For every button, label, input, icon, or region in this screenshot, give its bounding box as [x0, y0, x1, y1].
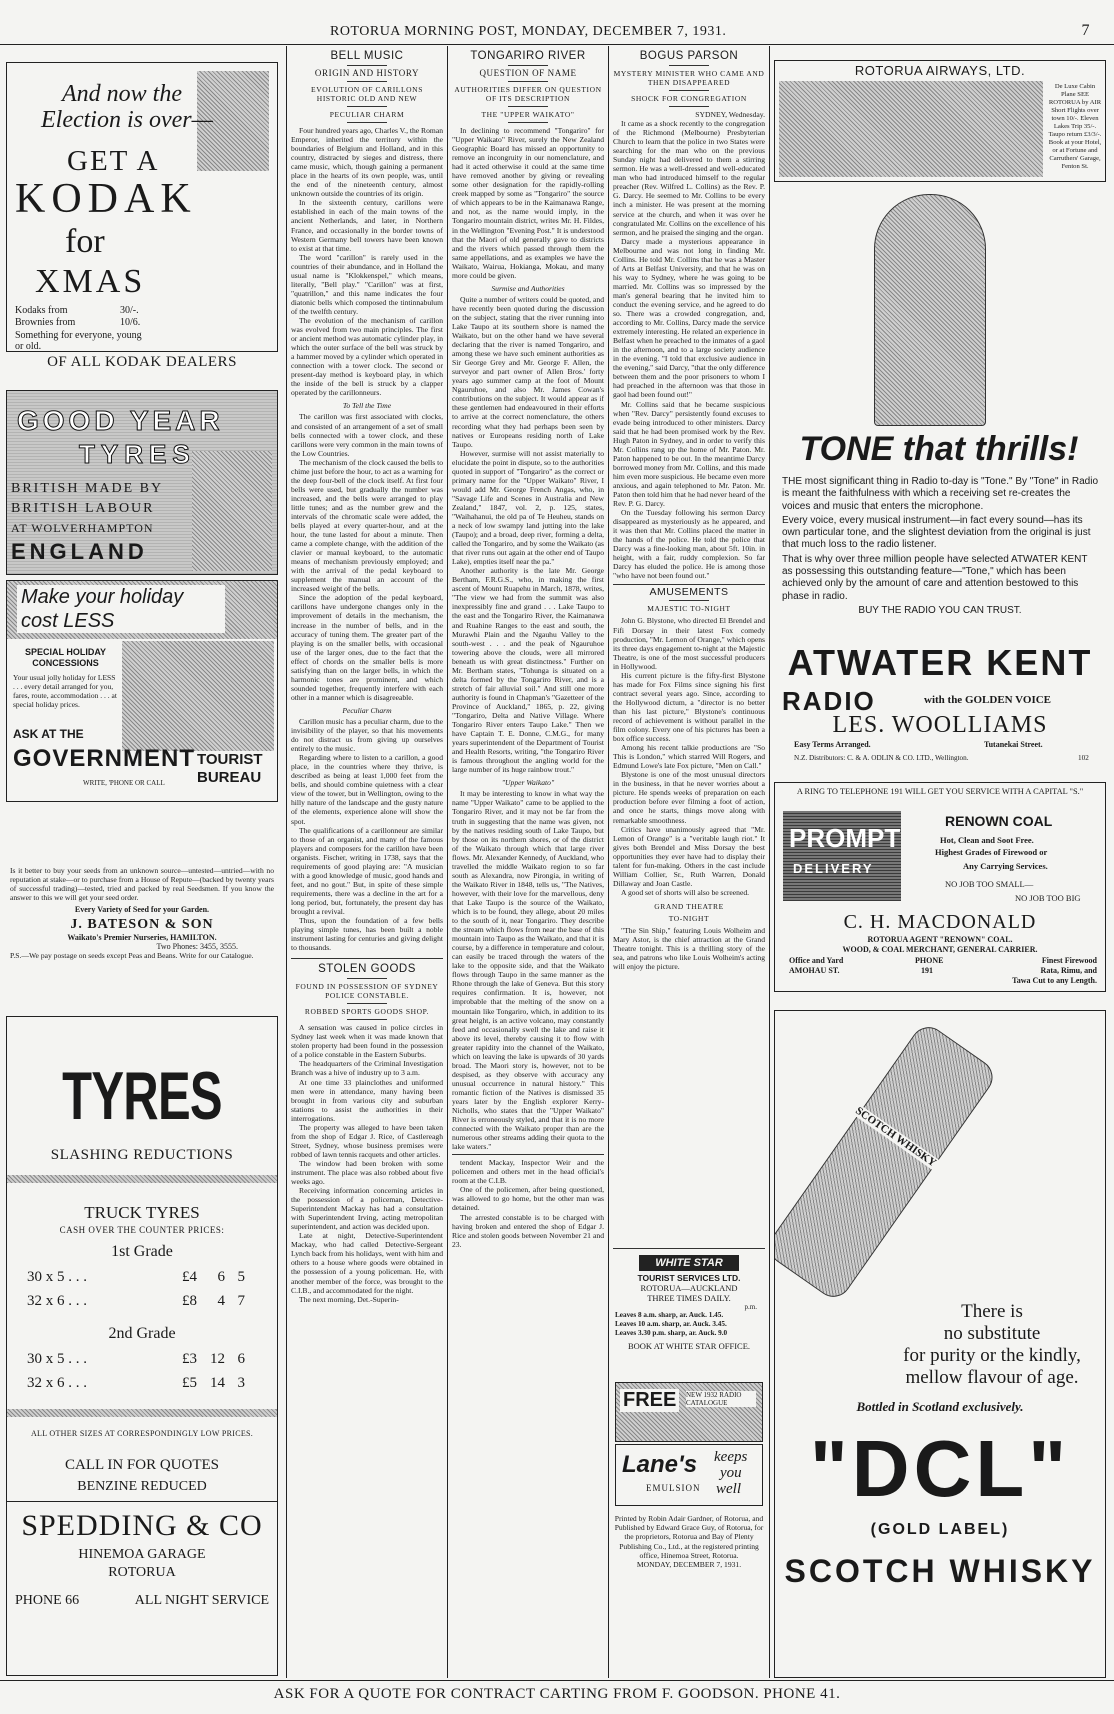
- dcl-l2: no substitute: [943, 1323, 1041, 1344]
- grade1-row: [27, 1289, 247, 1313]
- kodak-price1: [15, 305, 139, 316]
- dcl-l4: mellow flavour of age.: [905, 1367, 1079, 1388]
- white-star-daily: THREE TIMES DAILY.: [647, 1293, 731, 1303]
- article-rule: [613, 584, 765, 585]
- parson-headline: BOGUS PARSON: [639, 50, 739, 62]
- bateson-name: J. BATESON & SON: [70, 917, 214, 932]
- stolen-body: [291, 1023, 443, 1303]
- tyres-quotes: CALL IN FOR QUOTES: [64, 1457, 220, 1473]
- whisky-bottle: [774, 1020, 1000, 1304]
- tyres-divider: [7, 1175, 277, 1183]
- tyres-other: ALL OTHER SIZES AT CORRESPONDINGLY LOW PRICES.: [30, 1429, 254, 1438]
- hr: [508, 106, 548, 107]
- grade1-s: 6: [217, 1269, 225, 1285]
- bateson-tagline: Every Variety of Seed for your Garden.: [74, 905, 210, 914]
- tongariro-subhead2: "Upper Waikato": [501, 778, 555, 788]
- goodyear-line2: BRITISH LABOUR: [11, 501, 155, 516]
- column-divider: [769, 46, 770, 1678]
- grade1-row: [27, 1265, 247, 1289]
- coal-office: Office and Yard: [789, 956, 844, 965]
- tyres-cash: CASH OVER THE COUNTER PRICES:: [59, 1225, 225, 1235]
- hr: [669, 90, 709, 91]
- kodak-tagline: Something for everyone, young or old.: [15, 330, 142, 352]
- tongariro-body: [452, 126, 604, 1249]
- stolen-p3: At one time 33 plainclothes and uniformed men were in attendance, many having been brought in from various city and suburban stations to assist the authorities in their interrogations.: [291, 1077, 443, 1123]
- parson-body: [613, 110, 765, 971]
- masthead-title: ROTORUA MORNING POST, MONDAY, DECEMBER 7, 1931.: [330, 24, 727, 39]
- grade2-price: £3: [182, 1351, 197, 1367]
- tourist-bureau: BUREAU: [197, 769, 262, 786]
- stolen-p4: The property was alleged to have been taken from the shop of Edgar J. Rice, of Castlereagh Street, Sydney, whose business premises were robbed of lawn tennis racquets and other articles.: [291, 1122, 443, 1159]
- tourist-bureau-ad: [6, 580, 278, 802]
- parson-p8: Blystone is one of the most unusual directors in the business, in that he never worries about a picture. He spends weeks of preparation on each production before ever filming a foot of action, and once he starts, things move along with remarkable smoothness.: [613, 770, 765, 825]
- tourist-illustration: [122, 641, 274, 751]
- coal-agent: ROTORUA AGENT "RENOWN" COAL.: [867, 935, 1013, 944]
- hr: [347, 81, 387, 82]
- renown-coal-ad: [774, 782, 1106, 992]
- atwater-buy: BUY THE RADIO YOU CAN TRUST.: [858, 604, 1022, 616]
- white-star-ad: [613, 1248, 765, 1381]
- hr: [347, 978, 387, 979]
- bell-p9: Regarding where to listen to a carillon, a good place, in the countries where they thrive, is described as being at least 1,000 feet from the bells, and should combine quietness with a clear view of the tower, but in Wellington, owing to the hilly nature of the landscape and the gusty nature of the elements, experience alone will show the spot.: [291, 753, 443, 826]
- bell-subhead2: Peculiar Charm: [342, 705, 392, 715]
- footer: ASK FOR A QUOTE FOR CONTRACT CARTING FROM F. GOODSON. PHONE 41.: [273, 1686, 841, 1702]
- stolen-headline: STOLEN GOODS: [318, 963, 416, 976]
- lanes-brand: Lane's: [622, 1451, 698, 1478]
- hr: [669, 600, 709, 601]
- dcl-l3: for purity or the kindly,: [903, 1345, 1081, 1366]
- dcl-bottled: Bottled in Scotland exclusively.: [856, 1399, 1024, 1414]
- grade1-price: £8: [182, 1293, 197, 1309]
- column-divider: [608, 46, 609, 1678]
- hr: [347, 122, 387, 123]
- kodak-line6: XMAS: [35, 263, 146, 300]
- lanes-product: EMULSION: [646, 1483, 701, 1493]
- grade2-size: 32 x 6 . . .: [27, 1375, 87, 1391]
- coal-amohau: AMOHAU ST.: [789, 966, 840, 975]
- tongariro-headline: TONGARIRO RIVER: [470, 50, 586, 62]
- bell-p11: Thus, upon the foundation of a few bells playing simple tunes, has been built a noble instrument lasting for centuries and giving delight to thousands.: [291, 916, 443, 953]
- airways-photo: [779, 81, 1043, 177]
- tyres-divider-2: [7, 1409, 277, 1417]
- tyres-rule: [7, 1501, 277, 1502]
- goodyear-product: TYRES: [79, 439, 196, 469]
- dcl-text: [885, 1301, 1099, 1389]
- dcl-whisky-ad: [774, 1010, 1106, 1678]
- bell-sub3: PECULIAR CHARM: [329, 110, 405, 119]
- stolen-p8: The next morning, Det.-Superin-: [299, 1294, 399, 1304]
- atwater-street: Tutanekai Street.: [984, 740, 1043, 749]
- stolen-p7: Late at night, Detective-Superintendent Mackay, who had called Detective-Sergeant Lynch back from his holidays, went with him and others to a house where goods were obtained in the possession of a young policeman. He, with another member of the force, was brought to the C.I.B., and accommodated for the night.: [291, 1231, 443, 1295]
- white-star-book: BOOK AT WHITE STAR OFFICE.: [627, 1341, 751, 1351]
- kodak-price1-value: 30/-.: [120, 305, 139, 316]
- coal-phone-num: 191: [921, 966, 933, 975]
- grade1-d: 7: [237, 1293, 245, 1309]
- bell-p4: The evolution of the mechanism of carillon was evolved from two main principles. The first or ancient method was automatic cylinder play, in which the outer surface of the bell was struck by a hammer moved by a cylinder which operated in connection with a tower clock. The second or present-day method is keyboard play, in which the inside of the bell is struck by a clapper operated by the carillonneurs.: [291, 315, 443, 398]
- tongariro-sub1: QUESTION OF NAME: [479, 68, 577, 78]
- bell-p10: The qualifications of a carillonneur are similar to those of an organist, and many of the famous players and composers for the carillon have been organists. Fischer, writing in 1738, says that the requirements of good playing are: "A musician with a good knowledge of music, good hands and feet, and no gout." But, in spite of these simple requirements, there was a decline in the art for a long period, but, fortunately, the present day has brought a revival.: [291, 825, 443, 916]
- bateson-phones: Two Phones: 3455, 3555.: [156, 942, 238, 951]
- lanes-emulsion-ad: [615, 1444, 763, 1506]
- kodak-price2-label: Brownies from: [15, 317, 76, 328]
- parson-sub2: SHOCK FOR CONGREGATION: [631, 94, 747, 103]
- tyres-truck: TRUCK TYRES: [84, 1203, 200, 1222]
- tourist-write: WRITE, 'PHONE OR CALL: [83, 779, 165, 787]
- rotorua-airways-ad: [774, 60, 1106, 182]
- parson-p6: His current picture is the fifty-first Blystone has made for Fox Films since signing his first contract several years ago. Since, according to the Hollywood dictum, a "director is no better than his last picture," Blystone's continuous record of achievement is without parallel in the film colony. Every one of his pictures has been a box office success.: [613, 670, 765, 744]
- bell-sub1: ORIGIN AND HISTORY: [314, 68, 420, 78]
- coal-big: NO JOB TOO BIG: [1015, 893, 1081, 903]
- goodyear-ad: [6, 390, 278, 575]
- hr: [347, 1003, 387, 1004]
- kodak-line3: GET A: [67, 145, 160, 177]
- white-star-services: TOURIST SERVICES LTD.: [637, 1273, 741, 1283]
- tyres-company: SPEDDING & CO: [21, 1509, 263, 1542]
- tongariro-p2: Quite a number of writers could be quoted, and have recently been quoted during the discussion on the subject, stating that the river running into Lake Taupo at its southern shore is named the Waikato, but on the other hand we have several declaring that the river is named Tongariro, and among these we have such eminent authorities as Sir George Grey and Mr. George F. Allen, the surveyor and part owner of Allen Bros.' forty years ago summer camp at the foot of Mount Ngauruhoe, and also Mr. James Cowan's contributions on the subject. It would appear as if these gentlemen had endeavoured in their efforts to arrive at the correct nomenclature, the others recording what they had perhaps been seen by natives or Europeans residing north of Lake Taupo.: [452, 294, 604, 449]
- imprint-date: MONDAY, DECEMBER 7, 1931.: [636, 1560, 742, 1570]
- parson-p7: Among his recent talkie productions are "So This is London," which starred Will Rogers, and Edmund Lowe's late Fox picture, "Men on Call.": [613, 743, 765, 771]
- grade2-price: £5: [182, 1375, 197, 1391]
- atwater-p1: THE most significant thing in Radio to-day is "Tone." By "Tone" in Radio is meant the faithfulness with which a receiving set re-creates the voices and music that enters the microphone.: [782, 476, 1099, 512]
- hr: [347, 1019, 387, 1020]
- grand-head-2: TO-NIGHT: [668, 913, 710, 923]
- grade2-s: 12: [210, 1351, 225, 1367]
- tourist-tourist: TOURIST: [197, 751, 263, 768]
- free-text: NEW 1932 RADIO CATALOGUE: [686, 1391, 756, 1407]
- free-label: FREE: [620, 1389, 679, 1412]
- tourist-title: SPECIAL HOLIDAY CONCESSIONS: [24, 647, 107, 668]
- tourist-govt: GOVERNMENT: [13, 745, 196, 772]
- grade2-d: 3: [237, 1375, 245, 1391]
- tyres-service: ALL NIGHT SERVICE: [134, 1593, 269, 1608]
- kodak-line1: And now the: [62, 81, 182, 107]
- kodak-brand: KODAK: [15, 176, 197, 222]
- bateson-ad: [6, 864, 278, 994]
- parson-dateline: SYDNEY, Wednesday.: [695, 110, 765, 119]
- atwater-radio: RADIO: [782, 686, 876, 716]
- coal-phone: PHONE: [915, 956, 944, 965]
- bell-subhead1: To Tell the Time: [342, 401, 392, 411]
- white-star-l3: Leaves 3.30 p.m. sharp, ar. Auck. 9.0: [615, 1329, 728, 1337]
- grade1-s: 4: [217, 1293, 225, 1309]
- tourist-text: Your usual jolly holiday for LESS . . . every detail arranged for you, fares, route, accommodation . . . at special holiday prices.: [13, 673, 117, 709]
- atwater-kent-ad: [774, 186, 1106, 768]
- tongariro-sub2: AUTHORITIES DIFFER ON QUESTION OF ITS DESCRIPTION: [454, 85, 602, 103]
- bell-p8: Carillon music has a peculiar charm, due to the invisibility of the player, so that his movements do not distract us from giving up ourselves entirely to the music.: [291, 717, 443, 754]
- bottle-label: SCOTCH WHISKY: [851, 1103, 941, 1171]
- atwater-body: [782, 476, 1098, 617]
- grade1-d: 5: [237, 1269, 245, 1285]
- parson-p3: Mr. Collins said that he became suspicious when "Rev. Darcy" persistently found excuses to evade being introduced to other ministers. Darcy said that he had been promised work by the Rev. Hugh Paton in Sydney, and in order to verify this Mr. Collins rang up the home of Mr. Paton. Mr. Paton happened to be out. In the meantime Darcy borrowed money from Mr. Collins, and this made him even more suspicious. He became even more anxious, and again telephoned to Mr. Paton. Mr. Paton then told him that he had never heard of the Rev. P. G. Darcy.: [613, 399, 765, 509]
- dcl-brand: "DCL": [809, 1424, 1071, 1513]
- atwater-code: 102: [1078, 754, 1089, 762]
- grade2-row: [27, 1371, 247, 1395]
- tongariro-p4: Another authority is the late Mr. George Bertham, F.R.G.S., who, in making the first ascent of Mount Ruapehu in March, 1878, writes, "The view we had from the summit was also inexpressibly fine and grand . . . Lake Taupo to the east and the Tongariro River, the Kaimanawa and Ruahine Ranges to the east and south, the Murawhi Plain and the Ngauhu Valley to the south-west . . . and the peak of Ngauruhoe towering above the clouds, were all mirrored beneath us with great distinctness." Further on Mr. Bertham states, "Tohunga is situated on a delta formed by the Tongariro River, and is a stretch of fair alluvial soil." And still one more authority is found in Chapman's "Gazetteer of the Province of Auckland," 1865, p. 22, giving "Tongariro, Delta and Native Village. Where Tongariro River enters Taupo Lake." Then we have Captain T. E. Donne, C.M.G., for many years superintendent of the Department of Tourist and Health Resorts, writing, "the Tongariro River is famous throughout the angling world for the large number of its huge rainbow trout.": [452, 566, 604, 775]
- tyre-illustration: [192, 451, 272, 571]
- coal-hot: Hot, Clean and Soot Free.: [940, 835, 1034, 845]
- footer-rule: [0, 1680, 1114, 1681]
- tyres-big: TYRES: [62, 1058, 222, 1134]
- coal-highest: Highest Grades of Firewood or: [935, 847, 1048, 857]
- coal-ring: A RING TO TELEPHONE 191 WILL GET YOU SERVICE WITH A CAPITAL "S.": [796, 787, 1084, 796]
- airways-text: De Luxe Cabin Plane SEE ROTORUA by AIR Short Flights over town 10/-. Eleven Lakes Trip 35/-. Taupo return £3/3/-. Book at your Hotel, or at Fortune and Carruthers' Garage, Fenton St.: [1048, 83, 1102, 170]
- atwater-dist: N.Z. Distributors: C. & A. ODLIN & CO. LTD., Wellington.: [794, 754, 969, 762]
- dcl-scotch: SCOTCH WHISKY: [784, 1553, 1096, 1589]
- tongariro-p5: It may be interesting to know in what way the name "Upper Waikato" came to be applied to the Tongariro River, and it may not be far from the truth in suggesting that the name was given, not by the natives residing south of Lake Taupo, but by those on its northern shores, or of the district of the Waikato through which that large river flows. Mr. Alexander Kennedy, of Auckland, who travelled the middle Waikato region to so far south as Alexandra, now Pirongia, in writing of the Waikato River in 1848, tells us, "The Natives, however, with their love for the marvellous, deny that Lake Taupo is the source of the Waikato, which is to be found, they allege, about 20 miles to the south of it, near Tongariro. They describe the stream which flows from near the base of this mountain into Taupo as the Waikato, and that it is course, by a difference in temperature and colour, can easily be traced through the waters of the lake to the opposite side, and that the Waikato flows through Taupo in the same manner as the Rhone through the lake of Geneva. But this story requires confirmation. It is, however, not improbable that the melting of the snow on a mountain like Tongariro, which, in addition to its great height, is an active volcano, may constantly feed and occasionally swell the lake and raise it above its level, thereby causing it to flow with greater rapidity into the channel of the Waikato, which on leaving the lake is upwards of 30 yards broad. The Maori story is, however, not to be despised, as they observe with accuracy any unusual occurrence in natural history." This romantic fiction of the Natives is dismissed 35 years later by the English explorer Kerry-Nicholls, who states that the "Upper Waikato" River is erroneously styled, and that it is no more connected with the Waikato proper than are the numerous other streams adding their quota to the lake waters.": [452, 789, 604, 1152]
- coal-firewood: Finest Firewood: [1041, 956, 1097, 965]
- grade2-d: 6: [237, 1351, 245, 1367]
- article-rule: [452, 1154, 604, 1155]
- hr: [669, 106, 709, 107]
- parson-p1: It came as a shock recently to the congregation of the Richmond (Melbourne) Presbyterian Church to learn that the police in two States were searching for the man who on the previous Sunday night had delivered to them a stirring sermon. He was a well-dressed and well-educated man who had introduced himself to the regular preacher (Rev. Wilfred L. Collins) as the Rev. P. G. Darcy. He seemed to Mr. Collins to be every inch a minister. He was present at the morning service at the church, and when it was over he congratulated Mr. Collins on the excellence of his sermon, and he praised the singing and the organ.: [613, 119, 765, 237]
- white-star-brand: WHITE STAR: [639, 1255, 739, 1271]
- bogus-parson-article: [613, 48, 765, 1678]
- spedding-tyres-ad: [6, 1016, 278, 1676]
- stolen-p2: The headquarters of the Criminal Investigation Branch was a hive of industry up to 3 a.m.: [291, 1059, 443, 1078]
- tongariro-sub3: THE "UPPER WAIKATO": [481, 110, 575, 119]
- coal-prompt: PROMPT: [789, 823, 901, 853]
- tongariro-article: [452, 48, 604, 1678]
- coal-merchant: WOOD, & COAL MERCHANT, GENERAL CARRIER.: [842, 945, 1038, 954]
- tyres-grade1: 1st Grade: [111, 1243, 173, 1260]
- atwater-terms: Easy Terms Arranged.: [794, 740, 871, 749]
- goodyear-brand: GOOD YEAR: [17, 405, 224, 436]
- parson-p2: Darcy made a mysterious appearance in Melbourne and was not long in finding Mr. Collins. He told Mr. Collins that he was a Master of Arts at Belfast University, and that he was on his way to Sydney, where he was going to be married. Mr. Collins was so impressed by the man's general bearing that he invited him to conduct the evening service, and he agreed to do so. There was a crowded congregation, and, according to Mr. Collins, Darcy made the service extremely interesting. He related an experience in Belfast when he preached to the inmates of a gaol in the afternoon, and to a large society audience in the evening. "I told that exclusive audience in the evening," said Darcy, "that the only difference between them and the poor prisoners to whom I had preached in the afternoon was that those in gaol had been found out!": [613, 236, 765, 400]
- grade2-size: 30 x 5 . . .: [27, 1351, 87, 1367]
- coal-name: C. H. MACDONALD: [843, 911, 1037, 933]
- column-divider: [286, 46, 287, 1678]
- bateson-text: Is it better to buy your seeds from an unknown source—untested—untried—with no reputation at stake—or to purchase from a House of Repute—(backed by twenty years of successful trading)—tested, tried and packed by real Seedsmen. If you know the answer to this we will get your seed order.: [10, 866, 274, 902]
- tourist-headline: Make your holiday cost LESS: [17, 585, 225, 633]
- imprint: [613, 1514, 765, 1569]
- coal-small: NO JOB TOO SMALL—: [945, 879, 1034, 889]
- goodyear-line1: BRITISH MADE BY: [11, 481, 164, 496]
- dcl-l1: There is: [961, 1301, 1023, 1322]
- tyres-grade2-table: [27, 1347, 247, 1395]
- hr: [347, 106, 387, 107]
- bell-body: [291, 126, 443, 952]
- bell-p6: The mechanism of the clock caused the bells to chime just before the hour, to act as a warning for the deep four-bell of the clock itself. At first four bells were used, but gradually the number was increased, and the bells were arranged to play little tunes; and as the number grew and the intervals of the chromatic scale were added, the bells played at every quarter-hour, and at the hour, the tune lasted for about a minute. Then came a complete change, with the addition of the clavier or manual keyboard, to the automatic means of mechanism previously employed; and with the arrival of the pedal keyboard to supplement the manual an account of the increased weight of the bells.: [291, 457, 443, 594]
- bell-p7: Since the adoption of the pedal keyboard, carillons have undergone changes only in the improvement of details in the mechanism, the increase in the number of bells, and in the accuracy of tuning them. The greater part of the playing is on the smaller bells, with occasional use of the larger ones, due to the fact that the effect of chords on the smaller bells is more satisfying than on the larger bells, in which the harmonic tones are prominent, and which sounded together, frequently interfere with each other in a manner which is disagreeable.: [291, 593, 443, 702]
- stolen-p5: The window had been broken with some instrument. The place was also robbed about five weeks ago.: [291, 1158, 443, 1187]
- tongariro-p7: One of the policemen, after being questioned, was allowed to go home, but the other man was detained.: [452, 1185, 604, 1213]
- coal-carrying: Any Carrying Services.: [963, 861, 1048, 871]
- bell-p5: The carillon was first associated with clocks, and consisted of an arrangement of a set of small bells connected with a tower clock, and these carillons were very common in the main towns of the Low Countries.: [291, 412, 443, 458]
- kodak-price2: [15, 317, 165, 328]
- atwater-brand: ATWATER KENT: [787, 642, 1093, 683]
- tyres-benzine: BENZINE REDUCED: [77, 1479, 207, 1494]
- coal-delivery: DELIVERY: [793, 861, 874, 876]
- coal-rata: Rata, Rimu, and: [1040, 966, 1097, 975]
- hr: [669, 65, 709, 66]
- grade1-size: 30 x 5 . . .: [27, 1269, 87, 1285]
- bateson-sub: Waikato's Premier Nurseries, HAMILTON.: [67, 933, 217, 942]
- airways-title: ROTORUA AIRWAYS, LTD.: [854, 63, 1026, 78]
- parson-p10: A good set of shorts will also be screened.: [621, 887, 750, 897]
- stolen-p6: Receiving information concerning articles in the possession of a policeman, Detective-Superintendent Mackay has had a consultation with Superintendent Irving, acting metropolitan superintendent, and action was decided upon.: [291, 1186, 443, 1232]
- parson-p5: John G. Blystone, who directed El Brendel and Fifi Dorsay in their latest Fox comedy production, "Mr. Lemon of Orange," which opens its three days engagement to-night at the Majestic Theatre, is one of the most successful producers in Hollywood.: [613, 616, 765, 671]
- tongariro-p3: However, surmise will not assist materially to elucidate the point in dispute, so to the authorities quoted in support of "Tongariro" as the correct or primary name for the "Upper Waikato" River, I would add Mr. George French Angas, who, in "Savage Life and Scenes in Australia and New Zealand," 1847, vol. 2, p. 125, states, "Waihahanui, the old pa of Te Heuheu, stands on a neck of low swampy land jutting into the lake (Taupo); and a broad, deep river, forming a delta, called the Tongariro, and by some the Waikato (as that river runs out again at the other end of Taupo Lake), empties itself near the pa.": [452, 448, 604, 567]
- kodak-price2-value: 10/6.: [120, 317, 141, 328]
- imprint-text: Printed by Robin Adair Gardner, of Rotorua, and Published by Edward Grace Guy, of Rotorua, for the proprietors, Rotorua and Bay of Plenty Publishing Co., Ltd., at the registered printing office, Hinemoa Street, Rotorua.: [614, 1514, 764, 1560]
- bell-music-article: [291, 48, 443, 1678]
- parson-p11: "The Sin Ship," featuring Louis Wolheim and Mary Astor, is the chief attraction at the Grand Theatre tonight. This is a thrilling story of the sea, and patrons who like Louis Wolheim's acting will enjoy the picture.: [613, 925, 765, 972]
- bell-headline: BELL MUSIC: [330, 50, 404, 62]
- lanes-tag3: well: [716, 1481, 741, 1497]
- lanes-tag2: you: [720, 1465, 742, 1481]
- article-rule: [291, 958, 443, 959]
- kodak-line2: Election is over—: [41, 107, 213, 133]
- tyres-phone: PHONE 66: [15, 1593, 80, 1608]
- page-number: 7: [1081, 22, 1090, 39]
- grade2-row: [27, 1347, 247, 1371]
- masthead: [0, 22, 1114, 42]
- kodak-footer: OF ALL KODAK DEALERS: [47, 354, 237, 370]
- goodyear-line3: AT WOLVERHAMPTON: [11, 521, 154, 535]
- majestic-head: MAJESTIC TO-NIGHT: [647, 604, 731, 614]
- bell-p2: In the sixteenth century, carillons were established in each of the main towns of the ancient Netherlands, and later, in Northern France, and occasionally in the border towns of Western Germany bell towers have been known to exist at that time.: [291, 198, 443, 253]
- stolen-sub2: ROBBED SPORTS GOODS SHOP.: [304, 1007, 430, 1017]
- dcl-label: (GOLD LABEL): [870, 1521, 1010, 1538]
- atwater-p2: Every voice, every musical instrument—in fact every sound—has its own particular tone, and the slightest deviation from the original is just that much loss to the radio listener.: [782, 514, 1091, 551]
- tyres-slash: SLASHING REDUCTIONS: [50, 1147, 234, 1163]
- amusements-headline: AMUSEMENTS: [649, 586, 729, 599]
- parson-p4: On the Tuesday following his sermon Darcy disappeared as mysteriously as he appeared, and it was then that Mr. Collins placed the matter in the hands of the police. He told the police that Darcy was a fine-looking man, about 5ft. 10in. in height, with a fair, ruddy complexion. So far Darcy has eluded the police. He is among those "who have not been found out.": [613, 508, 765, 581]
- masthead-rule: [0, 44, 1114, 45]
- tyres-town: ROTORUA: [108, 1565, 176, 1580]
- tongariro-p6: tendent Mackay, Inspector Weir and the policemen and others met in the head official's room at the C.I.B.: [452, 1158, 604, 1186]
- coal-tawa: Tawa Cut to any Length.: [1012, 976, 1097, 985]
- kodak-price1-label: Kodaks from: [15, 305, 68, 316]
- bell-sub2: EVOLUTION OF CARILLONS HISTORIC OLD AND NEW: [311, 85, 423, 103]
- bell-p1: Four hundred years ago, Charles V., the Roman Emperor, inherited the territory within the boundaries of Belgium and Holland, and in this country, distracted by sieges and distress, there came music, which, though gaining a permanent place in the hearts of its own people, was, until the end of the nineteenth century, almost unknown outside the countries of its origin.: [291, 126, 443, 199]
- grand-head: GRAND THEATRE: [654, 901, 724, 911]
- tyres-garage: HINEMOA GARAGE: [78, 1547, 206, 1562]
- grade1-price: £4: [182, 1269, 197, 1285]
- kodak-line5: for: [65, 223, 105, 260]
- hr: [508, 65, 548, 66]
- hr: [508, 122, 548, 123]
- atwater-p3: That is why over three million people have selected ATWATER KENT as possessing this outstanding feature—"Tone," which has been achieved only by the amount of care and attention bestowed to this phase in radio.: [782, 553, 1088, 602]
- atwater-headline: TONE that thrills!: [799, 430, 1079, 468]
- column-divider: [447, 46, 448, 1678]
- atwater-golden: with the GOLDEN VOICE: [924, 694, 1052, 706]
- goodyear-line4: ENGLAND: [11, 539, 148, 564]
- parson-p9: Critics have unanimously agreed that "Mr. Lemon of Orange" is a "veritable laugh riot." It gives both Brendel and Miss Dorsay the best opportunities they ever have had to display their talent for fun-making. Others in the cast include William Collier, Sr., Ruth Warren, Donald Dillaway and Joan Castle.: [613, 824, 765, 888]
- parson-sub1: MYSTERY MINISTER WHO CAME AND THEN DISAPPEARED: [613, 69, 765, 87]
- tyres-grade1-table: [27, 1265, 247, 1313]
- coal-renown: RENOWN COAL: [945, 813, 1053, 829]
- free-catalogue-ad: [615, 1382, 763, 1442]
- hr: [508, 81, 548, 82]
- stolen-sub1: FOUND IN POSSESSION OF SYDNEY POLICE CONSTABLE.: [295, 982, 439, 1001]
- white-star-route: ROTORUA—AUCKLAND: [640, 1283, 738, 1293]
- grade1-size: 32 x 6 . . .: [27, 1293, 87, 1309]
- atwater-dealer: LES. WOOLLIAMS: [832, 712, 1048, 738]
- tongariro-p1: In declining to recommend "Tongariro" for "Upper Waikato" River, surely the New Zealand Geographic Board has missed an opportunity to remove an incongruity in our nomenclature, and had it acted otherwise it could at the same time have removed another by giving or revealing some other designation for the rapidly-rolling creek mapped by some as "Tongariro" the source of which appears to be in the Kaimanawa Range, and not, as the name would imply, in the Tongariro mountain district, writes Mr. H. Fildes, in the Wellington "Evening Post." It is understood that the Maori of old generally gave to districts and the rivers which passed through them the same appellations, and as examples we have the Waikato, Wairua, Hokianga, Mokau, and many more could be given.: [452, 126, 604, 280]
- white-star-l1: Leaves 8 a.m. sharp, ar. Auck. 1.45.: [615, 1311, 724, 1319]
- radio-illustration: [874, 194, 986, 426]
- lanes-tag1: keeps: [714, 1449, 748, 1465]
- bell-p3: The word "carillon" is rarely used in the countries of their abundance, and in Holland the usual name is "Klokkenspel," which means, literally, "Bell play." "Carillon" was at first, "quatrillon," and this name indicates the four diatonic bells which composed the tintinnabulum of the twelfth century.: [291, 252, 443, 316]
- tongariro-p8: The arrested constable is to be charged with having broken and entered the shop of Edgar J. Rice and stolen goods between November 21 and 23.: [452, 1212, 604, 1249]
- white-star-pm: p.m.: [744, 1303, 757, 1311]
- hr: [347, 65, 387, 66]
- stolen-p1: A sensation was caused in police circles in Sydney last week when it was made known that stolen property had been found in the possession of a police constable in the Eastern Suburbs.: [291, 1023, 443, 1060]
- bateson-ps: P.S.—We pay postage on seeds except Peas and Beans. Write for our Catalogue.: [10, 951, 254, 960]
- grade2-s: 14: [210, 1375, 225, 1391]
- tourist-ask: ASK AT THE: [13, 727, 84, 741]
- tyres-grade2: 2nd Grade: [108, 1325, 176, 1342]
- kodak-ad: [6, 62, 278, 352]
- white-star-l2: Leaves 10 a.m. sharp, ar. Auck. 3.45.: [615, 1320, 727, 1328]
- tongariro-subhead1: Surmise and Authorities: [491, 283, 565, 293]
